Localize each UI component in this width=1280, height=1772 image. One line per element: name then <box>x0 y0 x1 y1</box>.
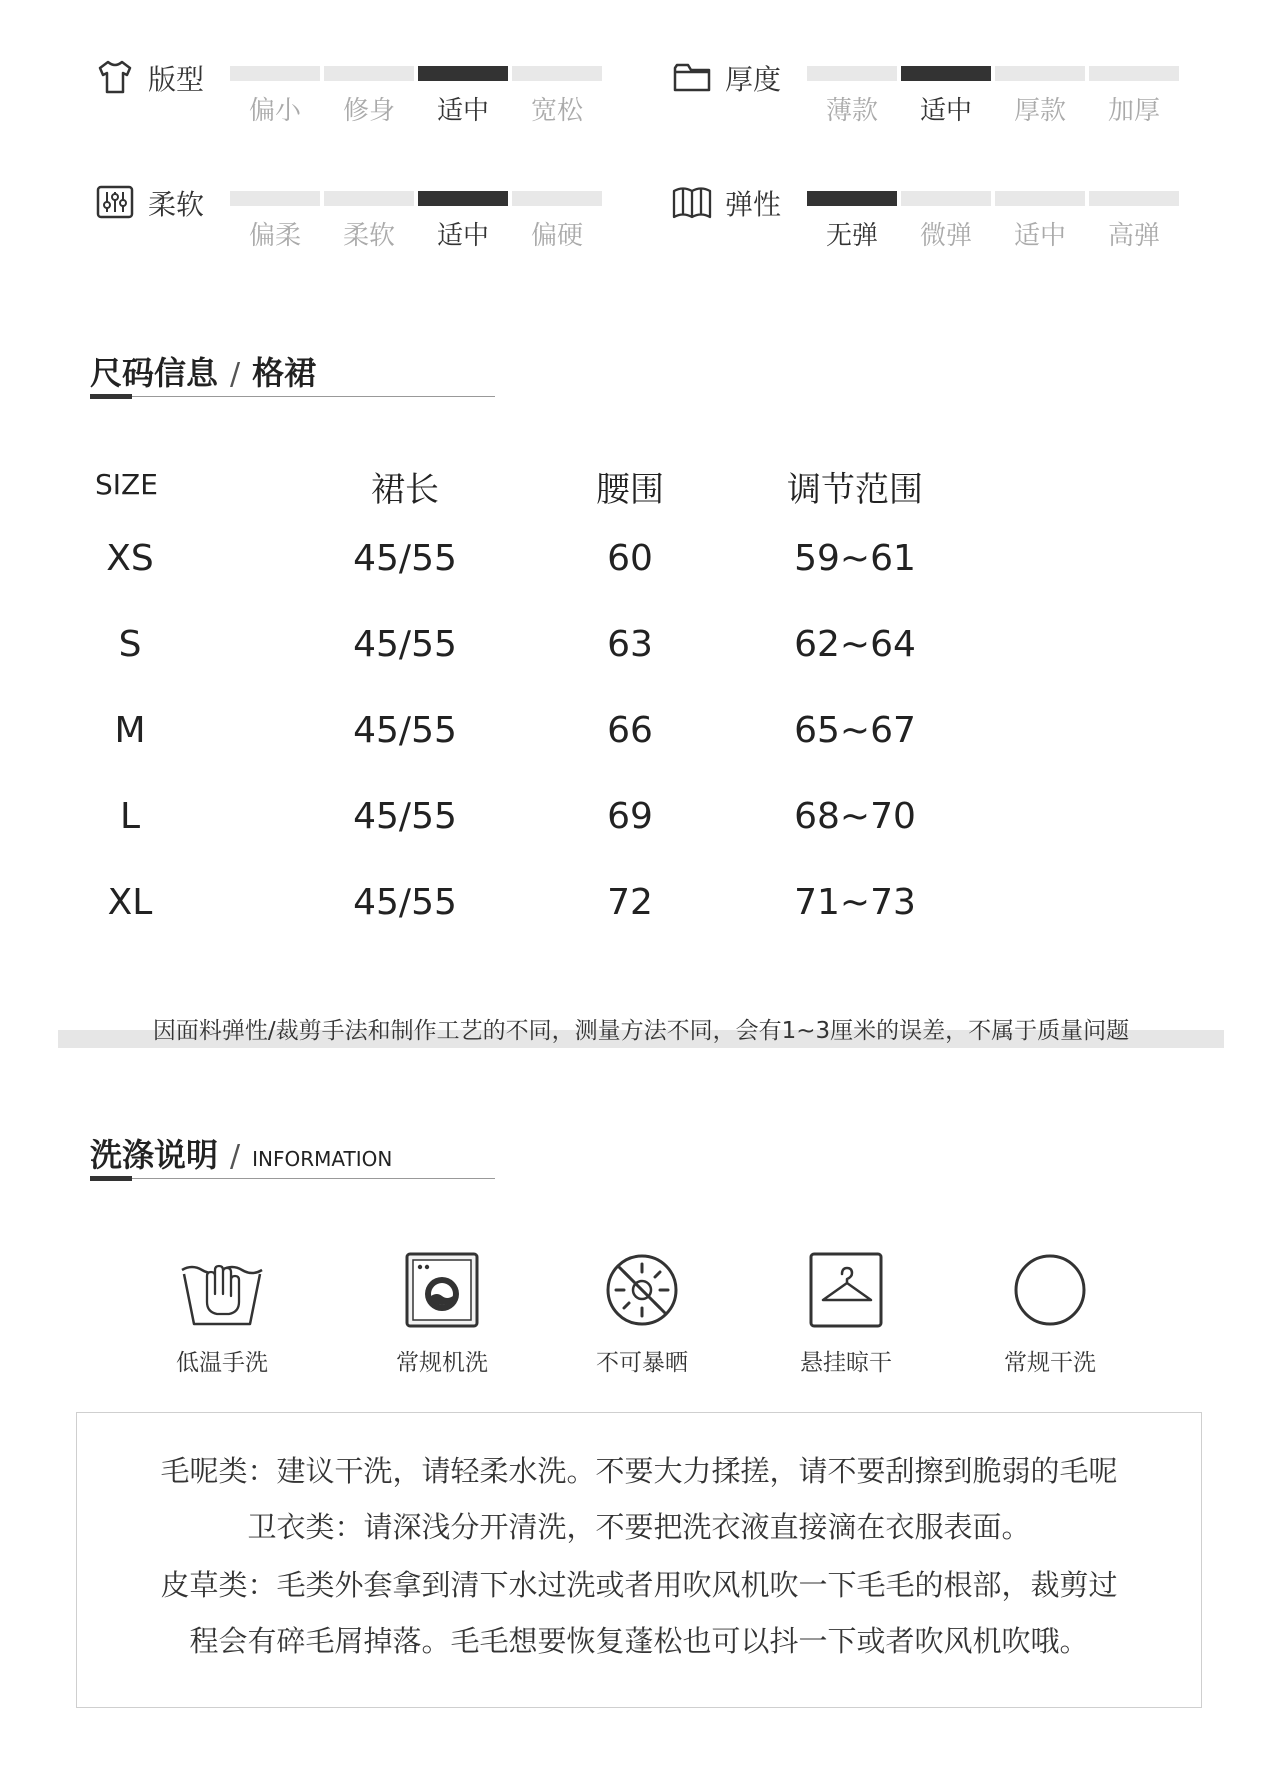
scale-option: 厚款 <box>1013 96 1066 126</box>
instruction-line: 毛呢类：建议干洗，请轻柔水洗。不要大力揉搓，请不要刮擦到脆弱的毛呢 <box>160 1454 1118 1488</box>
dry-clean-icon <box>1005 1250 1095 1330</box>
header-divider <box>90 1178 495 1179</box>
table-cell: 45/55 <box>353 882 457 923</box>
care-instructions-box <box>76 1412 1202 1708</box>
no-sun-icon <box>597 1250 687 1330</box>
table-cell: M <box>114 710 146 751</box>
size-section-header <box>90 348 495 404</box>
table-cell: 59~61 <box>794 538 916 579</box>
scale-option-selected: 适中 <box>919 96 972 126</box>
title-slash: / <box>230 357 241 392</box>
attr-label: 版型 <box>148 63 205 96</box>
wash-section-header <box>90 1130 495 1186</box>
scale-option: 适中 <box>1013 221 1066 251</box>
folder-icon <box>671 56 713 98</box>
scale-option-selected: 无弹 <box>825 221 878 251</box>
scale-segment <box>1089 191 1179 206</box>
instruction-line: 程会有碎毛屑掉落。毛毛想要恢复蓬松也可以抖一下或者吹风机吹哦。 <box>189 1624 1089 1658</box>
attr-label: 柔软 <box>148 188 205 221</box>
table-header-cell: 裙长 <box>371 470 439 510</box>
table-row <box>60 882 920 968</box>
wash-label: 不可暴晒 <box>596 1350 688 1376</box>
washing-machine-icon <box>397 1250 487 1330</box>
wash-label: 常规机洗 <box>396 1350 488 1376</box>
wash-label: 悬挂晾干 <box>800 1350 892 1376</box>
sliders-icon <box>94 181 136 223</box>
measurement-note: 因面料弹性/裁剪手法和制作工艺的不同，测量方法不同，会有1~3厘米的误差，不属于质量问题 <box>152 1018 1130 1044</box>
scale-option: 加厚 <box>1107 96 1160 126</box>
scale-segment <box>512 191 602 206</box>
table-row <box>60 710 920 796</box>
scale-segment <box>995 66 1085 81</box>
header-accent <box>90 1176 132 1181</box>
scale-segment <box>324 66 414 81</box>
scale-option: 薄款 <box>825 96 878 126</box>
wash-section-subtitle: INFORMATION <box>252 1147 393 1171</box>
wash-item <box>142 1250 302 1377</box>
table-cell: 62~64 <box>794 624 916 665</box>
scale-segment-selected <box>418 66 508 81</box>
size-section-subtitle: 格裙 <box>252 354 317 392</box>
scale-segment <box>230 191 320 206</box>
instruction-line: 卫衣类：请深浅分开清洗，不要把洗衣液直接滴在衣服表面。 <box>247 1510 1031 1544</box>
table-cell: 45/55 <box>353 538 457 579</box>
scale-segment <box>901 191 991 206</box>
attr-thickness <box>671 56 1211 146</box>
table-row <box>60 796 920 882</box>
attr-label: 厚度 <box>725 63 782 96</box>
instruction-line: 皮草类：毛类外套拿到清下水过洗或者用吹风机吹一下毛毛的根部，裁剪过 <box>160 1568 1118 1602</box>
table-row <box>60 624 920 710</box>
scale-option: 偏柔 <box>248 221 301 251</box>
scale-option-selected: 适中 <box>436 96 489 126</box>
table-header-row <box>60 450 923 536</box>
scale-option: 修身 <box>342 96 395 126</box>
table-cell: 60 <box>607 538 653 579</box>
scale-option-selected: 适中 <box>436 221 489 251</box>
table-cell: XL <box>107 882 153 923</box>
header-accent <box>90 394 132 399</box>
scale-option: 偏小 <box>248 96 301 126</box>
table-cell: 68~70 <box>794 796 916 837</box>
scale-option: 偏硬 <box>530 221 583 251</box>
table-cell: XS <box>106 538 154 579</box>
hanger-icon <box>801 1250 891 1330</box>
scale-option: 高弹 <box>1107 221 1160 251</box>
table-cell: 45/55 <box>353 624 457 665</box>
header-divider <box>90 396 495 397</box>
tshirt-icon <box>94 56 136 98</box>
table-cell: 45/55 <box>353 710 457 751</box>
book-icon <box>671 181 713 223</box>
wash-item <box>562 1250 722 1377</box>
table-cell: 72 <box>607 882 653 923</box>
table-cell: L <box>119 796 141 837</box>
table-cell: 45/55 <box>353 796 457 837</box>
scale-option: 微弹 <box>919 221 972 251</box>
wash-label: 常规干洗 <box>1004 1350 1096 1376</box>
table-header-cell: 腰围 <box>596 470 664 510</box>
table-cell: 65~67 <box>794 710 916 751</box>
scale-option: 宽松 <box>530 96 583 126</box>
title-slash: / <box>230 1139 241 1174</box>
scale-segment-selected <box>418 191 508 206</box>
scale-option: 柔软 <box>342 221 395 251</box>
scale-segment <box>324 191 414 206</box>
scale-segment <box>230 66 320 81</box>
size-table <box>60 450 923 968</box>
size-section-title: 尺码信息 <box>90 354 219 392</box>
table-cell: 71~73 <box>794 882 916 923</box>
table-row <box>60 538 920 624</box>
scale-segment <box>512 66 602 81</box>
wash-item <box>766 1250 926 1377</box>
hand-wash-icon <box>177 1250 267 1330</box>
wash-section-title: 洗涤说明 <box>90 1136 219 1174</box>
table-cell: S <box>118 624 142 665</box>
scale-segment-selected <box>901 66 991 81</box>
table-header-cell: SIZE <box>95 468 158 501</box>
table-header-cell: 调节范围 <box>787 470 923 510</box>
wash-item <box>970 1250 1130 1377</box>
scale-segment <box>1089 66 1179 81</box>
table-cell: 66 <box>607 710 653 751</box>
wash-item <box>362 1250 522 1377</box>
attr-elasticity <box>671 181 1211 271</box>
wash-label: 低温手洗 <box>176 1350 268 1376</box>
attr-label: 弹性 <box>725 188 782 221</box>
attr-fit <box>94 56 634 146</box>
scale-segment <box>807 66 897 81</box>
attr-softness <box>94 181 634 271</box>
scale-segment <box>995 191 1085 206</box>
scale-segment-selected <box>807 191 897 206</box>
table-cell: 69 <box>607 796 653 837</box>
table-cell: 63 <box>607 624 653 665</box>
